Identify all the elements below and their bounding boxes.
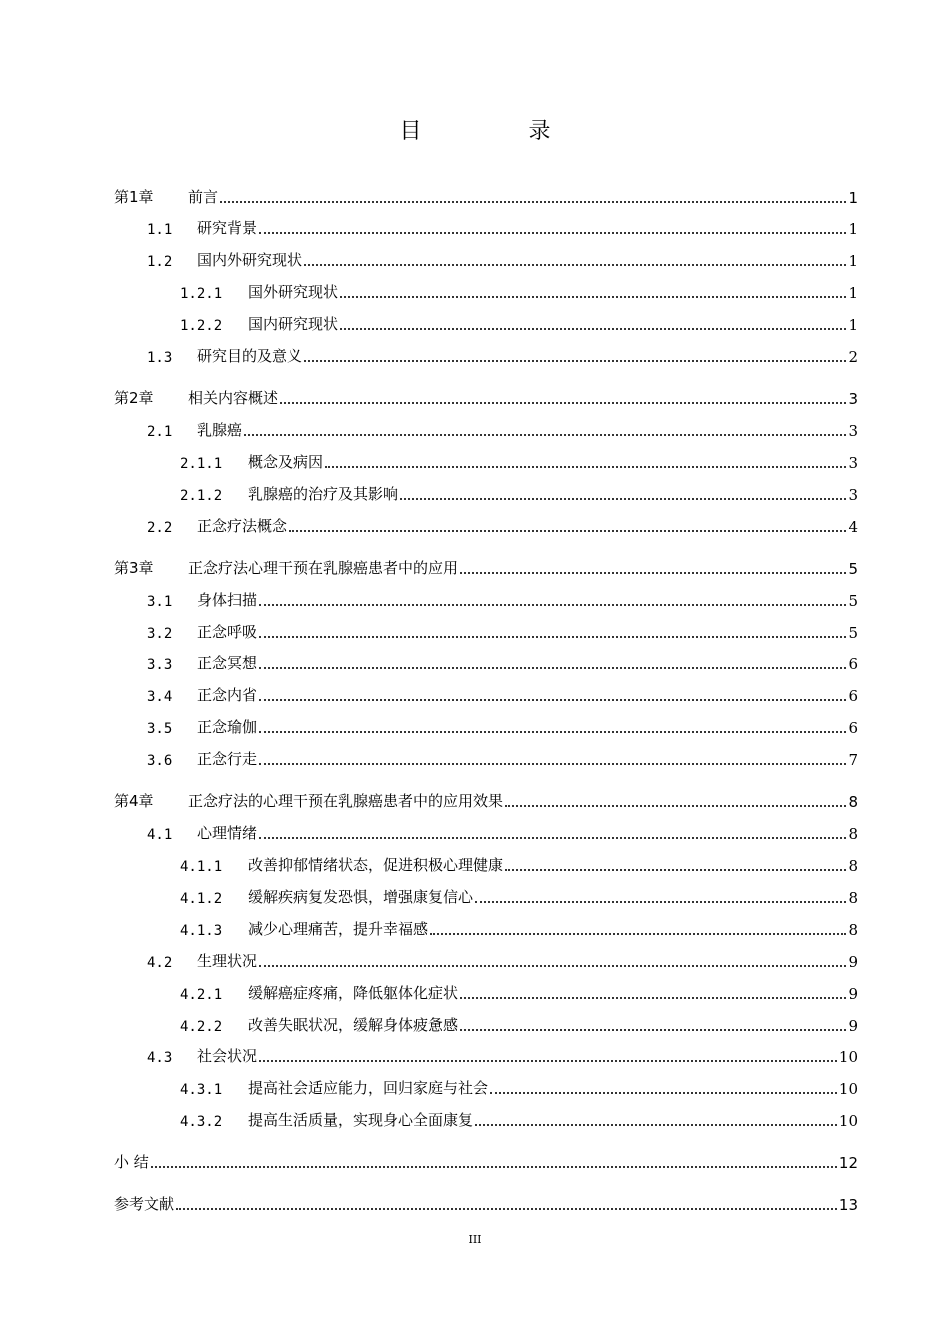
dot-leader bbox=[259, 624, 846, 638]
dot-leader bbox=[490, 1080, 837, 1094]
toc-entry-title: 小 结 bbox=[114, 1153, 149, 1171]
toc-entry-title: 乳腺癌的治疗及其影响 bbox=[248, 485, 399, 503]
toc-entry[interactable] bbox=[147, 586, 858, 610]
toc-entry-number: 第3章 bbox=[114, 559, 154, 577]
toc-entry-page: 9 bbox=[848, 953, 858, 971]
dot-leader bbox=[259, 719, 846, 733]
dot-leader bbox=[289, 518, 846, 532]
toc-entry[interactable] bbox=[147, 745, 858, 769]
toc-entry-page: 3 bbox=[848, 486, 858, 504]
toc-entry-title: 概念及病因 bbox=[248, 453, 324, 471]
toc-entry[interactable] bbox=[180, 1106, 858, 1130]
dot-leader bbox=[400, 486, 846, 500]
dot-leader bbox=[304, 252, 846, 266]
toc-entry-page: 5 bbox=[848, 592, 858, 610]
toc-entry-page: 1 bbox=[848, 284, 858, 302]
toc-entry-number: 3.3 bbox=[147, 657, 173, 673]
toc-entry-number: 第2章 bbox=[114, 389, 154, 407]
dot-leader bbox=[244, 422, 846, 436]
dot-leader bbox=[259, 220, 846, 234]
toc-entry-title: 国内外研究现状 bbox=[197, 251, 303, 269]
toc-entry-number: 1.2.2 bbox=[180, 318, 223, 334]
toc-entry-number: 2.1.1 bbox=[180, 456, 223, 472]
dot-leader bbox=[430, 921, 846, 935]
toc-entry-page: 1 bbox=[848, 252, 858, 270]
toc-entry[interactable] bbox=[180, 1074, 858, 1098]
toc-entry-title: 身体扫描 bbox=[197, 591, 258, 609]
dot-leader bbox=[259, 1048, 837, 1062]
toc-entry[interactable] bbox=[147, 649, 858, 673]
toc-entry[interactable] bbox=[114, 384, 858, 408]
toc-entry-title: 缓解癌症疼痛，降低躯体化症状 bbox=[248, 984, 459, 1002]
toc-entry-page: 9 bbox=[848, 985, 858, 1003]
toc-entry-title: 提高社会适应能力，回归家庭与社会 bbox=[248, 1079, 489, 1097]
toc-entry-number: 1.3 bbox=[147, 350, 173, 366]
toc-entry-title: 生理状况 bbox=[197, 952, 258, 970]
toc-entry[interactable] bbox=[180, 310, 858, 334]
dot-leader bbox=[259, 592, 846, 606]
toc-entry-number: 4.2 bbox=[147, 955, 173, 971]
toc-entry-page: 1 bbox=[848, 220, 858, 238]
toc-entry-number: 第4章 bbox=[114, 792, 154, 810]
toc-entry-number: 2.1.2 bbox=[180, 488, 223, 504]
toc-entry-title: 正念疗法的心理干预在乳腺癌患者中的应用效果 bbox=[188, 792, 504, 810]
toc-entry-number: 4.3.1 bbox=[180, 1082, 223, 1098]
toc-entry-number: 2.1 bbox=[147, 424, 173, 440]
toc-entry-page: 4 bbox=[848, 518, 858, 536]
toc-entry-number: 3.5 bbox=[147, 721, 173, 737]
toc-entry-number: 3.4 bbox=[147, 689, 173, 705]
toc-entry-page: 8 bbox=[848, 825, 858, 843]
toc-entry-number: 4.2.2 bbox=[180, 1019, 223, 1035]
dot-leader bbox=[505, 793, 846, 807]
toc-entry-title: 减少心理痛苦，提升幸福感 bbox=[248, 920, 429, 938]
page-number-footer: III bbox=[468, 1233, 482, 1246]
toc-entry[interactable] bbox=[147, 214, 858, 238]
toc-entry-number: 4.2.1 bbox=[180, 987, 223, 1003]
dot-leader bbox=[259, 687, 846, 701]
toc-entry-page: 8 bbox=[848, 793, 858, 811]
toc-entry[interactable] bbox=[147, 1042, 858, 1066]
toc-entry[interactable] bbox=[180, 915, 858, 939]
toc-entry-page: 10 bbox=[838, 1048, 858, 1066]
toc-entry-page: 6 bbox=[848, 687, 858, 705]
toc-entry-number: 3.6 bbox=[147, 753, 173, 769]
toc-entry[interactable] bbox=[180, 278, 858, 302]
toc-entry[interactable] bbox=[114, 183, 858, 207]
toc-entry[interactable] bbox=[180, 851, 858, 875]
toc-entry[interactable] bbox=[147, 246, 858, 270]
toc-entry-page: 3 bbox=[848, 454, 858, 472]
toc-entry-page: 10 bbox=[838, 1112, 858, 1130]
dot-leader bbox=[475, 1112, 837, 1126]
toc-entry-title: 正念行走 bbox=[197, 750, 258, 768]
toc-entry-page: 3 bbox=[848, 422, 858, 440]
toc-entry-title: 社会状况 bbox=[197, 1047, 258, 1065]
toc-entry[interactable] bbox=[147, 512, 858, 536]
toc-entry-title: 国内研究现状 bbox=[248, 315, 339, 333]
toc-entry-page: 12 bbox=[838, 1154, 858, 1172]
toc-entry-title: 正念呼吸 bbox=[197, 623, 258, 641]
toc-entry[interactable] bbox=[147, 819, 858, 843]
toc-entry-title: 改善抑郁情绪状态，促进积极心理健康 bbox=[248, 856, 504, 874]
toc-entry-page: 5 bbox=[848, 560, 858, 578]
dot-leader bbox=[280, 390, 846, 404]
toc-entry[interactable] bbox=[147, 618, 858, 642]
toc-entry[interactable] bbox=[147, 713, 858, 737]
toc-entry-page: 3 bbox=[848, 390, 858, 408]
dot-leader bbox=[259, 825, 846, 839]
toc-entry[interactable] bbox=[180, 480, 858, 504]
dot-leader bbox=[259, 953, 846, 967]
toc-entry-number: 4.1.2 bbox=[180, 891, 223, 907]
toc-entry[interactable] bbox=[147, 947, 858, 971]
page-title: 目 录 bbox=[399, 119, 601, 144]
toc-entry-number: 4.3.2 bbox=[180, 1114, 223, 1130]
toc-entry-title: 正念瑜伽 bbox=[197, 718, 258, 736]
toc-entry[interactable] bbox=[114, 1148, 858, 1172]
toc-entry-number: 1.2 bbox=[147, 254, 173, 270]
dot-leader bbox=[176, 1196, 837, 1210]
toc-entry-page: 6 bbox=[848, 655, 858, 673]
toc-entry-title: 研究背景 bbox=[197, 219, 258, 237]
toc-entry-title: 相关内容概述 bbox=[188, 389, 279, 407]
toc-entry-page: 8 bbox=[848, 857, 858, 875]
toc-entry-number: 1.1 bbox=[147, 222, 173, 238]
dot-leader bbox=[460, 985, 846, 999]
toc-entry-page: 9 bbox=[848, 1017, 858, 1035]
toc-entry[interactable] bbox=[114, 787, 858, 811]
toc-entry-title: 前言 bbox=[188, 188, 219, 206]
dot-leader bbox=[460, 1017, 846, 1031]
toc-entry-title: 参考文献 bbox=[114, 1195, 175, 1213]
toc-entry-title: 正念疗法心理干预在乳腺癌患者中的应用 bbox=[188, 559, 459, 577]
toc-entry-title: 正念内省 bbox=[197, 686, 258, 704]
toc-entry[interactable] bbox=[114, 1190, 858, 1214]
toc-entry-page: 6 bbox=[848, 719, 858, 737]
toc-entry-number: 4.1.3 bbox=[180, 923, 223, 939]
dot-leader bbox=[475, 889, 846, 903]
toc-entry[interactable] bbox=[147, 681, 858, 705]
toc-entry-page: 8 bbox=[848, 889, 858, 907]
toc-entry-title: 乳腺癌 bbox=[197, 421, 243, 439]
toc-entry-number: 第1章 bbox=[114, 188, 154, 206]
dot-leader bbox=[340, 316, 846, 330]
toc-entry-page: 8 bbox=[848, 921, 858, 939]
toc-entry-page: 5 bbox=[848, 624, 858, 642]
toc-entry-number: 4.1 bbox=[147, 827, 173, 843]
toc-entry[interactable] bbox=[114, 554, 858, 578]
toc-entry-title: 改善失眠状况，缓解身体疲惫感 bbox=[248, 1016, 459, 1034]
toc-entry[interactable] bbox=[180, 979, 858, 1003]
toc-entry-number: 1.2.1 bbox=[180, 286, 223, 302]
dot-leader bbox=[220, 189, 846, 203]
toc-entry-page: 13 bbox=[838, 1196, 858, 1214]
toc-entry-number: 3.1 bbox=[147, 594, 173, 610]
dot-leader bbox=[325, 454, 846, 468]
toc-entry-number: 3.2 bbox=[147, 626, 173, 642]
dot-leader bbox=[304, 348, 846, 362]
toc-entry-title: 提高生活质量，实现身心全面康复 bbox=[248, 1111, 474, 1129]
dot-leader bbox=[259, 655, 846, 669]
toc-entry-page: 2 bbox=[848, 348, 858, 366]
toc-entry[interactable] bbox=[147, 416, 858, 440]
toc-entry-title: 国外研究现状 bbox=[248, 283, 339, 301]
toc-entry-title: 研究目的及意义 bbox=[197, 347, 303, 365]
toc-entry-page: 10 bbox=[838, 1080, 858, 1098]
toc-entry-title: 正念冥想 bbox=[197, 654, 258, 672]
toc-entry[interactable] bbox=[147, 342, 858, 366]
toc-entry-title: 心理情绪 bbox=[197, 824, 258, 842]
dot-leader bbox=[340, 284, 846, 298]
toc-entry[interactable] bbox=[180, 1011, 858, 1035]
dot-leader bbox=[460, 560, 846, 574]
toc-entry[interactable] bbox=[180, 448, 858, 472]
toc-entry[interactable] bbox=[180, 883, 858, 907]
dot-leader bbox=[259, 751, 846, 765]
toc-entry-number: 4.3 bbox=[147, 1050, 173, 1066]
toc-entry-page: 1 bbox=[848, 316, 858, 334]
toc-entry-page: 7 bbox=[848, 751, 858, 769]
toc-entry-title: 缓解疾病复发恐惧，增强康复信心 bbox=[248, 888, 474, 906]
toc-entry-page: 1 bbox=[848, 189, 858, 207]
toc-entry-title: 正念疗法概念 bbox=[197, 517, 288, 535]
dot-leader bbox=[151, 1154, 837, 1168]
toc-entry-number: 2.2 bbox=[147, 520, 173, 536]
toc-entry-number: 4.1.1 bbox=[180, 859, 223, 875]
dot-leader bbox=[505, 857, 846, 871]
